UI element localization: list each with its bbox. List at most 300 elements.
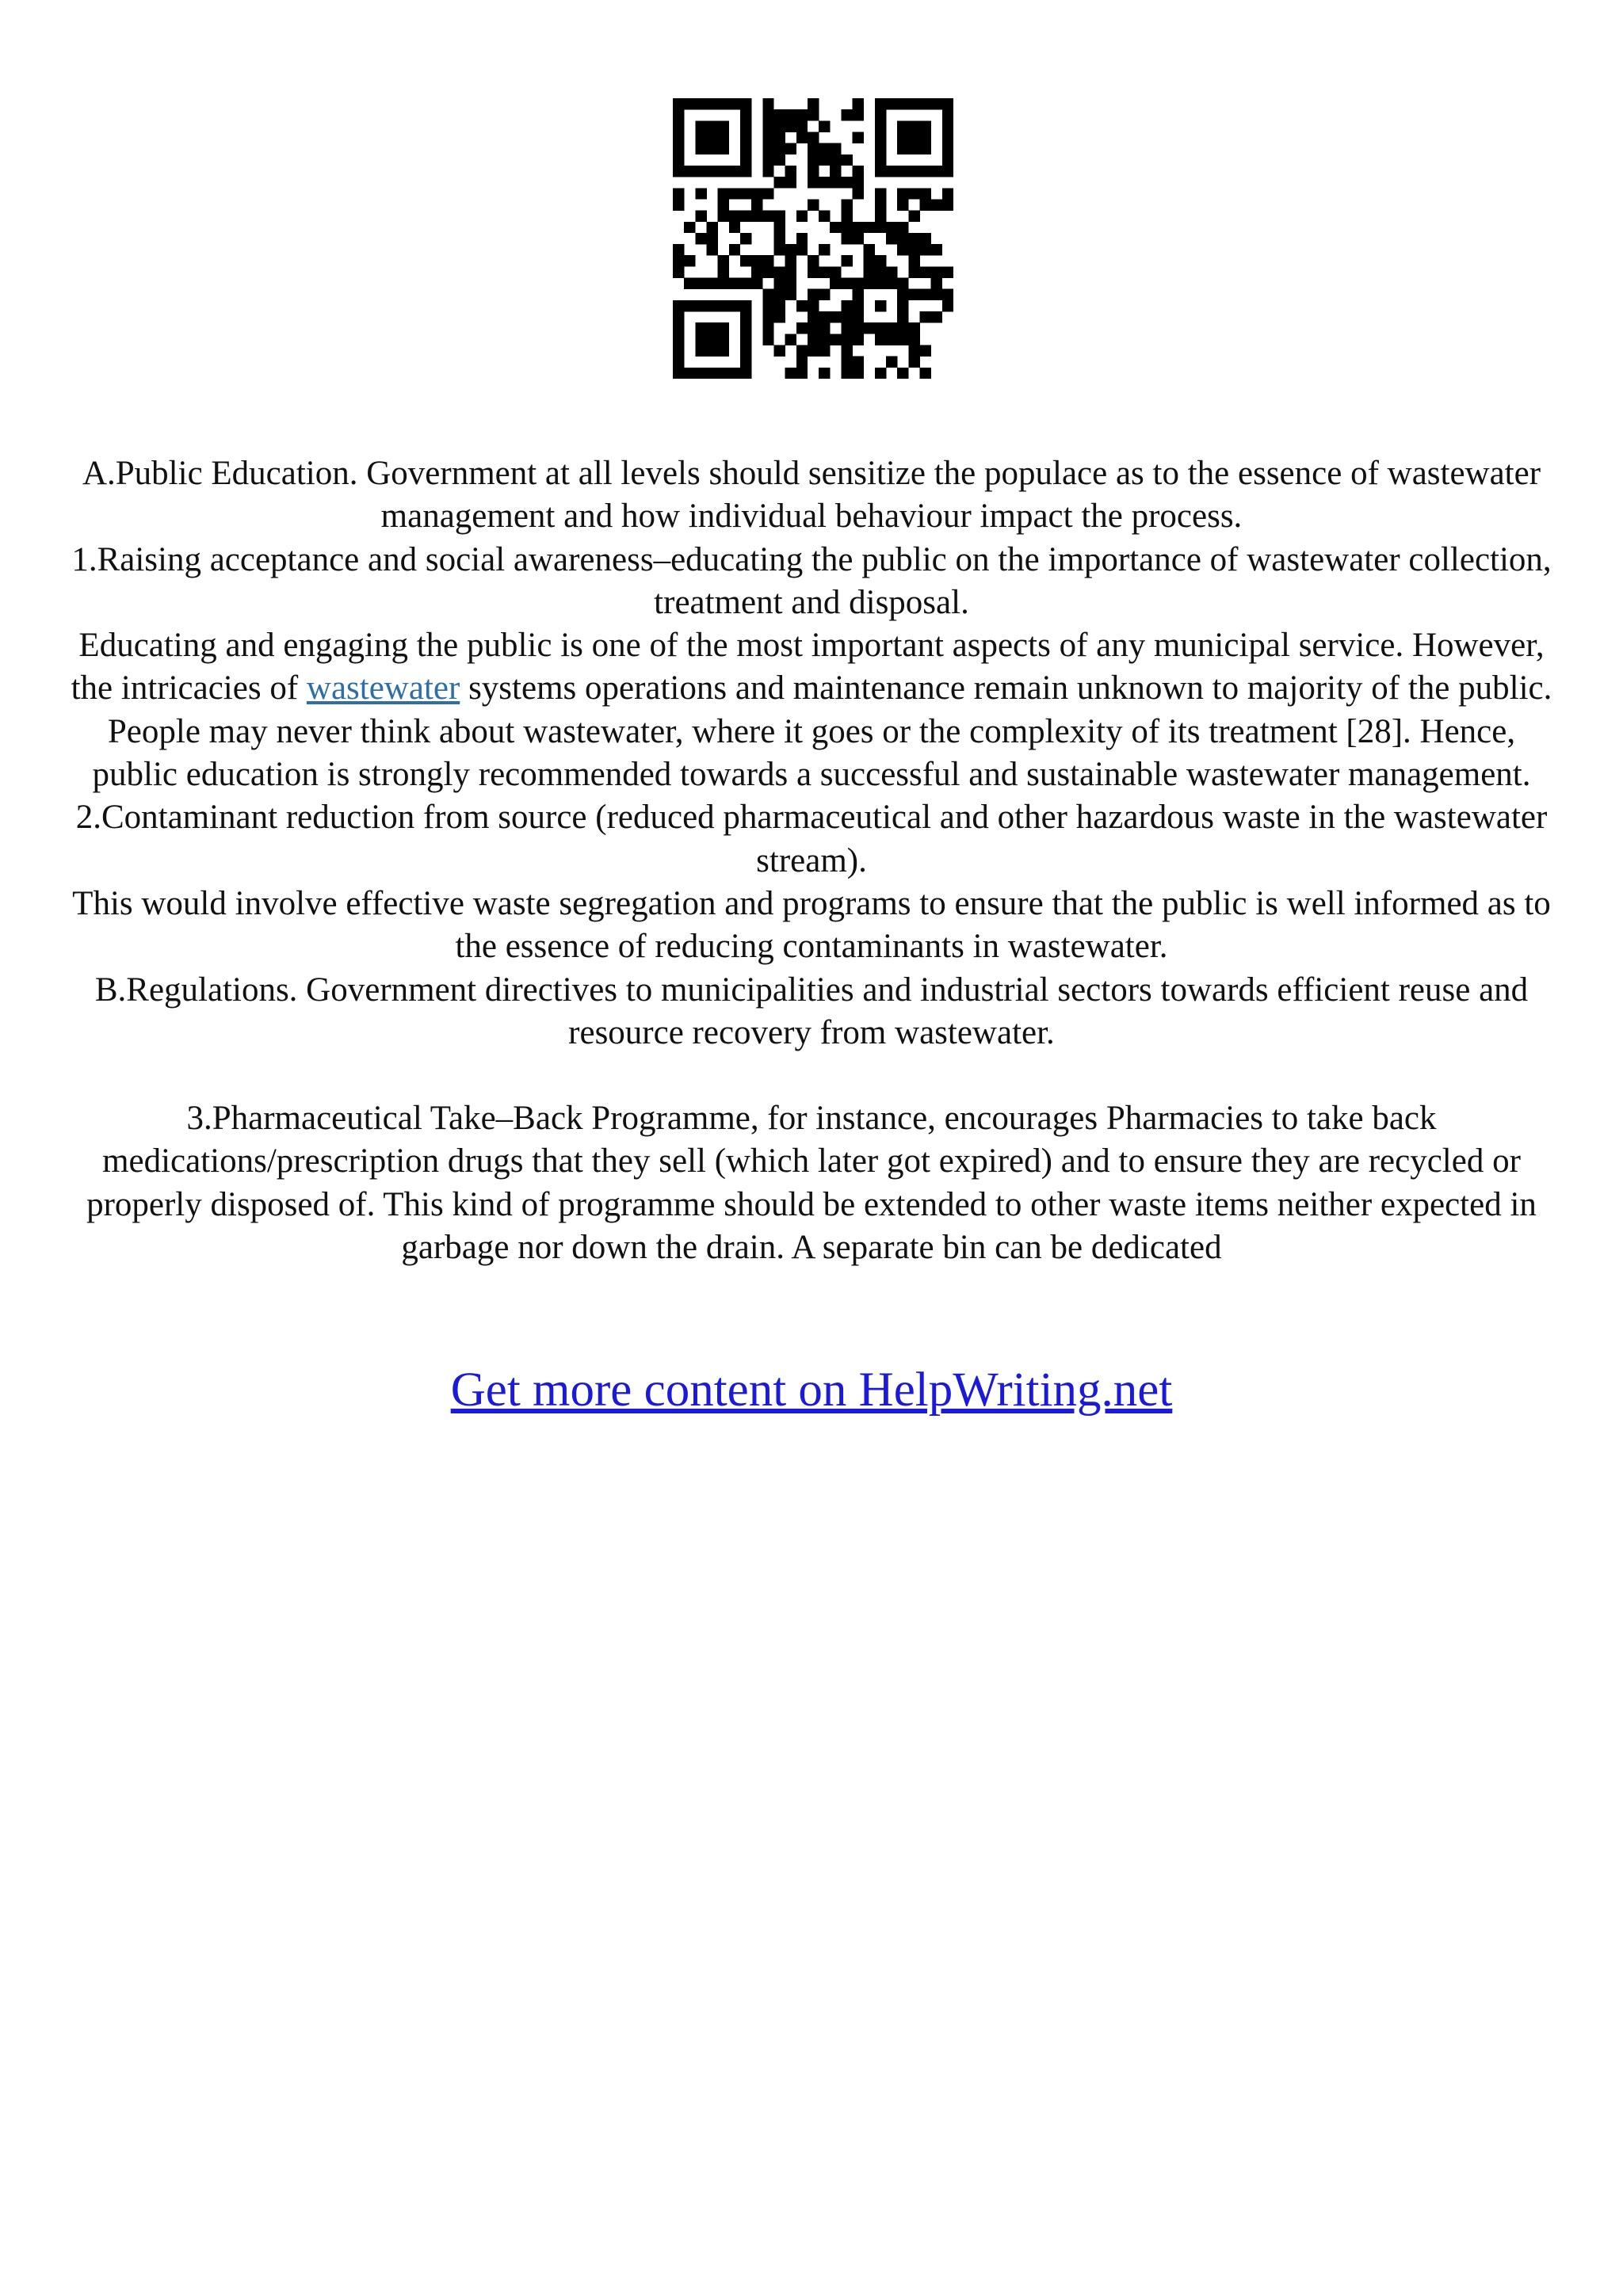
qr-module	[808, 98, 819, 109]
qr-module	[897, 188, 908, 199]
qr-module	[875, 322, 886, 334]
qr-module	[729, 300, 740, 311]
qr-module	[841, 345, 852, 357]
qr-module	[785, 266, 796, 277]
qr-module	[706, 166, 717, 177]
qr-module	[920, 289, 931, 300]
qr-module	[864, 244, 875, 255]
qr-module	[706, 300, 717, 311]
qr-module	[841, 154, 852, 166]
qr-module	[773, 132, 785, 143]
qr-module	[706, 368, 717, 379]
qr-module	[785, 255, 796, 266]
qr-module	[897, 98, 908, 109]
qr-module	[819, 244, 830, 255]
qr-module	[796, 109, 808, 120]
qr-module	[762, 211, 773, 222]
qr-module	[875, 143, 886, 154]
qr-module	[875, 98, 886, 109]
qr-module	[897, 244, 908, 255]
qr-module	[886, 334, 897, 345]
qr-module	[673, 311, 684, 322]
qr-code-icon	[673, 98, 953, 379]
qr-module	[897, 322, 908, 334]
qr-module	[785, 368, 796, 379]
qr-module	[706, 222, 717, 233]
qr-module	[762, 154, 773, 166]
qr-module	[841, 311, 852, 322]
qr-module	[773, 266, 785, 277]
qr-module	[841, 211, 852, 222]
qr-module	[830, 143, 841, 154]
qr-module	[740, 132, 751, 143]
item-2: 2.Contaminant reduction from source (reduced pharmaceutical and other hazardous waste in the wastewater stream).	[75, 799, 1548, 879]
qr-module	[897, 300, 908, 311]
qr-module	[841, 368, 852, 379]
qr-module	[875, 222, 886, 233]
qr-module	[897, 334, 908, 345]
qr-module	[908, 211, 919, 222]
qr-module	[886, 278, 897, 289]
qr-module	[673, 244, 684, 255]
qr-module	[673, 345, 684, 357]
qr-module	[908, 357, 919, 368]
qr-module	[751, 188, 762, 199]
qr-module	[808, 154, 819, 166]
qr-module	[931, 278, 942, 289]
qr-module	[695, 211, 706, 222]
qr-module	[830, 166, 841, 177]
qr-module	[673, 266, 684, 277]
qr-module	[673, 120, 684, 132]
qr-module	[897, 199, 908, 210]
qr-module	[908, 188, 919, 199]
qr-module	[684, 368, 695, 379]
qr-module	[942, 266, 953, 277]
qr-module	[819, 266, 830, 277]
qr-module	[853, 278, 864, 289]
qr-module	[796, 357, 808, 368]
qr-module	[819, 311, 830, 322]
qr-module	[875, 109, 886, 120]
qr-module	[796, 244, 808, 255]
qr-module	[864, 222, 875, 233]
qr-module	[853, 289, 864, 300]
qr-module	[853, 322, 864, 334]
qr-module	[740, 357, 751, 368]
qr-module	[908, 244, 919, 255]
qr-module	[740, 311, 751, 322]
qr-module	[673, 154, 684, 166]
qr-module	[706, 143, 717, 154]
qr-module	[740, 154, 751, 166]
qr-module	[886, 98, 897, 109]
qr-module	[886, 166, 897, 177]
qr-module	[875, 278, 886, 289]
qr-module	[897, 143, 908, 154]
qr-module	[931, 266, 942, 277]
qr-module	[773, 222, 785, 233]
qr-module	[908, 143, 919, 154]
qr-module	[740, 322, 751, 334]
qr-module	[886, 357, 897, 368]
qr-module	[841, 177, 852, 188]
qr-module	[864, 278, 875, 289]
qr-module	[762, 266, 773, 277]
qr-module	[762, 143, 773, 154]
qr-module	[819, 154, 830, 166]
qr-module	[830, 278, 841, 289]
qr-module	[841, 109, 852, 120]
qr-module	[920, 166, 931, 177]
qr-module	[808, 300, 819, 311]
section-b-heading: B.Regulations. Government directives to municipalities and industrial sectors towards efficient reuse and resource recovery from wastewater.	[94, 971, 1529, 1051]
qr-module	[931, 166, 942, 177]
qr-module	[875, 199, 886, 210]
qr-module	[695, 334, 706, 345]
qr-module	[718, 199, 729, 210]
qr-module	[673, 98, 684, 109]
qr-module	[875, 211, 886, 222]
qr-module	[875, 334, 886, 345]
qr-module	[773, 233, 785, 244]
qr-module	[875, 154, 886, 166]
qr-module	[819, 143, 830, 154]
qr-module	[762, 109, 773, 120]
qr-module	[751, 266, 762, 277]
qr-code	[673, 98, 953, 379]
qr-module	[853, 311, 864, 322]
qr-module	[684, 255, 695, 266]
qr-module	[830, 177, 841, 188]
qr-module	[853, 357, 864, 368]
qr-module	[920, 120, 931, 132]
qr-module	[875, 368, 886, 379]
qr-module	[718, 188, 729, 199]
qr-module	[673, 199, 684, 210]
qr-module	[673, 143, 684, 154]
qr-module	[864, 266, 875, 277]
qr-module	[908, 334, 919, 345]
qr-module	[718, 166, 729, 177]
qr-module	[751, 211, 762, 222]
qr-module	[695, 278, 706, 289]
qr-module	[684, 278, 695, 289]
qr-module	[808, 289, 819, 300]
qr-module	[808, 109, 819, 120]
qr-module	[819, 334, 830, 345]
qr-module	[740, 120, 751, 132]
qr-module	[864, 322, 875, 334]
qr-module	[785, 334, 796, 345]
qr-module	[695, 132, 706, 143]
qr-module	[830, 334, 841, 345]
qr-module	[808, 311, 819, 322]
qr-module	[830, 222, 841, 233]
qr-module	[875, 188, 886, 199]
qr-module	[751, 199, 762, 210]
qr-module	[897, 233, 908, 244]
qr-module	[796, 322, 808, 334]
qr-module	[808, 266, 819, 277]
qr-module	[796, 368, 808, 379]
qr-module	[673, 109, 684, 120]
qr-module	[942, 109, 953, 120]
qr-module	[762, 98, 773, 109]
qr-module	[920, 266, 931, 277]
qr-module	[684, 222, 695, 233]
qr-module	[740, 345, 751, 357]
qr-module	[830, 266, 841, 277]
qr-module	[785, 289, 796, 300]
qr-module	[920, 188, 931, 199]
qr-module	[762, 300, 773, 311]
paragraph-1-before-link: Educating and engaging the public is one of the most important aspects of any municipal service. However, the intricacies of	[71, 627, 1545, 707]
document-body	[63, 452, 1560, 1269]
qr-module	[673, 368, 684, 379]
qr-module	[841, 278, 852, 289]
qr-module	[695, 300, 706, 311]
qr-module	[740, 166, 751, 177]
qr-module	[853, 132, 864, 143]
qr-module	[673, 188, 684, 199]
qr-module	[673, 166, 684, 177]
qr-module	[706, 334, 717, 345]
qr-module	[920, 233, 931, 244]
qr-module	[942, 300, 953, 311]
qr-module	[762, 166, 773, 177]
qr-module	[908, 120, 919, 132]
qr-module	[875, 120, 886, 132]
qr-module	[718, 266, 729, 277]
item-3: 3.Pharmaceutical Take–Back Programme, for instance, encourages Pharmacies to take back medications/prescription drugs that they sell (which later got expired) and to ensure they are recycled or properly disposed of. This kind of programme should be extended to other waste items neither expected in garbage nor down the drain. A separate bin can be dedicated	[86, 1100, 1537, 1267]
qr-module	[808, 132, 819, 143]
cta-block	[0, 1363, 1623, 1418]
qr-module	[808, 166, 819, 177]
qr-module	[808, 345, 819, 357]
qr-module	[740, 278, 751, 289]
qr-module	[942, 132, 953, 143]
section-a-heading: A.Public Education. Government at all levels should sensitize the populace as to the essence of wastewater management and how individual behaviour impact the process.	[82, 455, 1541, 536]
qr-module	[762, 289, 773, 300]
qr-module	[875, 300, 886, 311]
qr-module	[773, 120, 785, 132]
qr-module	[942, 143, 953, 154]
qr-module	[841, 222, 852, 233]
qr-module	[785, 120, 796, 132]
qr-module	[886, 322, 897, 334]
qr-module	[841, 322, 852, 334]
qr-module	[808, 255, 819, 266]
qr-module	[729, 166, 740, 177]
qr-module	[796, 300, 808, 311]
qr-module	[853, 233, 864, 244]
qr-module	[729, 278, 740, 289]
qr-module	[751, 255, 762, 266]
qr-module	[773, 278, 785, 289]
qr-module	[740, 368, 751, 379]
qr-module	[942, 289, 953, 300]
qr-module	[695, 188, 706, 199]
qr-module	[762, 120, 773, 132]
qr-module	[785, 244, 796, 255]
qr-module	[931, 289, 942, 300]
wastewater-link[interactable]: wastewater	[306, 669, 460, 707]
qr-module	[718, 322, 729, 334]
qr-module	[908, 255, 919, 266]
qr-module	[920, 199, 931, 210]
qr-module	[853, 166, 864, 177]
qr-module	[920, 345, 931, 357]
qr-module	[729, 98, 740, 109]
cta-link[interactable]: Get more content on HelpWriting.net	[450, 1363, 1173, 1417]
qr-module	[908, 322, 919, 334]
qr-module	[853, 334, 864, 345]
qr-module	[718, 98, 729, 109]
qr-module	[920, 368, 931, 379]
qr-module	[841, 255, 852, 266]
qr-module	[718, 334, 729, 345]
qr-module	[808, 143, 819, 154]
paragraph-1	[63, 624, 1560, 796]
qr-module	[942, 98, 953, 109]
qr-module	[908, 166, 919, 177]
qr-module	[841, 334, 852, 345]
qr-module	[908, 233, 919, 244]
qr-module	[718, 255, 729, 266]
qr-module	[673, 322, 684, 334]
qr-module	[897, 222, 908, 233]
qr-module	[773, 109, 785, 120]
qr-module	[931, 199, 942, 210]
qr-module	[841, 300, 852, 311]
qr-module	[684, 300, 695, 311]
qr-module	[785, 166, 796, 177]
qr-module	[897, 120, 908, 132]
qr-module	[819, 120, 830, 132]
qr-module	[695, 368, 706, 379]
qr-module	[931, 311, 942, 322]
qr-module	[796, 345, 808, 357]
qr-module	[853, 98, 864, 109]
qr-module	[729, 188, 740, 199]
qr-module	[729, 222, 740, 233]
qr-module	[695, 345, 706, 357]
qr-module	[920, 311, 931, 322]
qr-module	[773, 143, 785, 154]
qr-module	[718, 143, 729, 154]
qr-module	[796, 120, 808, 132]
qr-module	[830, 311, 841, 322]
qr-module	[695, 166, 706, 177]
qr-module	[796, 211, 808, 222]
qr-module	[729, 211, 740, 222]
qr-module	[740, 233, 751, 244]
qr-module	[740, 300, 751, 311]
qr-module	[773, 289, 785, 300]
qr-module	[706, 120, 717, 132]
qr-module	[718, 345, 729, 357]
qr-module	[841, 233, 852, 244]
qr-module	[908, 132, 919, 143]
qr-module	[908, 345, 919, 357]
paragraph-2: This would involve effective waste segregation and programs to ensure that the public is well informed as to the essence of reducing contaminants in wastewater.	[72, 884, 1551, 966]
qr-module	[864, 255, 875, 266]
qr-module	[762, 132, 773, 143]
qr-module	[785, 177, 796, 188]
qr-module	[673, 255, 684, 266]
qr-module	[819, 368, 830, 379]
qr-module	[695, 120, 706, 132]
qr-module	[695, 143, 706, 154]
qr-module	[706, 322, 717, 334]
qr-module	[740, 143, 751, 154]
qr-module	[773, 311, 785, 322]
qr-module	[695, 233, 706, 244]
qr-module	[819, 289, 830, 300]
item-1: 1.Raising acceptance and social awareness–educating the public on the importance of wastewater collection, treatment and disposal.	[71, 540, 1552, 621]
qr-module	[773, 300, 785, 311]
qr-module	[796, 233, 808, 244]
qr-module	[841, 357, 852, 368]
qr-module	[785, 278, 796, 289]
qr-module	[773, 211, 785, 222]
qr-module	[751, 278, 762, 289]
qr-module	[673, 132, 684, 143]
qr-module	[796, 132, 808, 143]
qr-module	[808, 334, 819, 345]
qr-module	[740, 98, 751, 109]
qr-module	[853, 300, 864, 311]
qr-module	[785, 143, 796, 154]
qr-module	[819, 345, 830, 357]
qr-module	[886, 266, 897, 277]
qr-module	[830, 154, 841, 166]
qr-module	[808, 322, 819, 334]
qr-module	[762, 188, 773, 199]
paragraph-1-after-link: systems operations and maintenance remain unknown to majority of the public. People may never think about wastewater, where it goes or the complexity of its treatment [28]. Hence, public education is strongly recommended towards a successful and sustainable wastewater management.	[92, 669, 1552, 794]
qr-module	[706, 233, 717, 244]
qr-module	[673, 357, 684, 368]
qr-module	[875, 166, 886, 177]
qr-module	[853, 177, 864, 188]
qr-module	[819, 322, 830, 334]
qr-module	[942, 154, 953, 166]
qr-module	[762, 322, 773, 334]
qr-module	[718, 120, 729, 132]
qr-module	[841, 199, 852, 210]
qr-module	[897, 278, 908, 289]
qr-module	[875, 255, 886, 266]
qr-module	[920, 244, 931, 255]
qr-module	[819, 211, 830, 222]
qr-module	[897, 132, 908, 143]
qr-module	[729, 244, 740, 255]
qr-module	[740, 255, 751, 266]
qr-module	[673, 334, 684, 345]
qr-module	[897, 311, 908, 322]
qr-module	[718, 132, 729, 143]
qr-module	[740, 188, 751, 199]
qr-module	[875, 132, 886, 143]
qr-module	[740, 109, 751, 120]
qr-module	[706, 132, 717, 143]
qr-module	[897, 166, 908, 177]
qr-module	[718, 368, 729, 379]
qr-module	[785, 109, 796, 120]
qr-module	[740, 334, 751, 345]
qr-module	[920, 143, 931, 154]
